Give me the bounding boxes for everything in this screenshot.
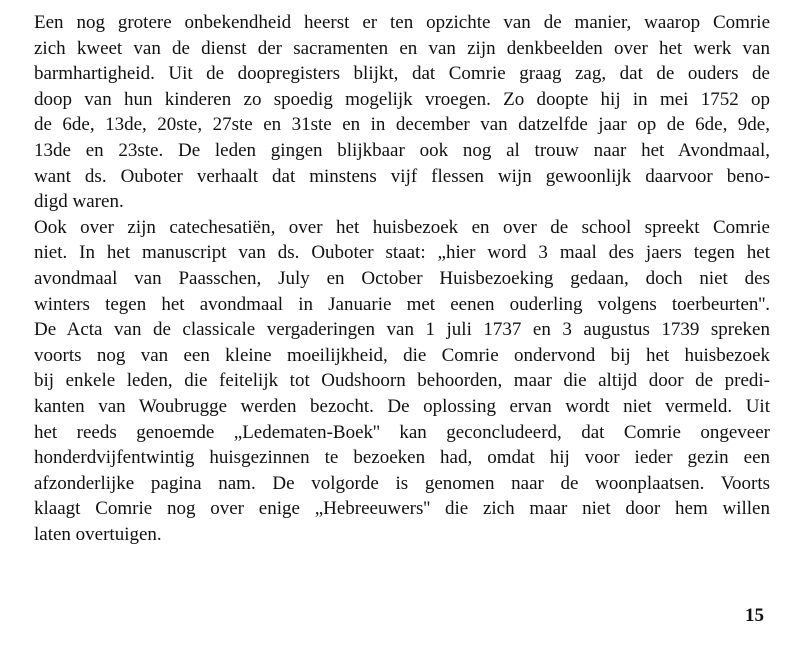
- text-line: het reeds genoemde „Ledematen-Boek'' kan geconcludeerd, dat Comrie ongeveer: [34, 421, 770, 443]
- text-line: zich kweet van de dienst der sacramenten en van zijn denkbeelden over het werk van: [34, 37, 770, 59]
- text-line: barmhartigheid. Uit de doopregisters blijkt, dat Comrie graag zag, dat de ouders de: [34, 63, 770, 85]
- text-line: bij enkele leden, die feitelijk tot Oudshoorn behoorden, maar die altijd door de predi-: [34, 370, 770, 392]
- text-line: Een nog grotere onbekendheid heerst er ten opzichte van de manier, waarop Comrie: [34, 12, 770, 33]
- text-line: digd waren.: [34, 191, 124, 213]
- text-line: 13de en 23ste. De leden gingen blijkbaar ook nog al trouw naar het Avondmaal,: [34, 139, 770, 161]
- text-line: avondmaal van Paasschen, July en October Huisbezoeking gedaan, doch niet des: [34, 267, 770, 289]
- text-line: winters tegen het avondmaal in Januarie met eenen ouderling volgens toerbeurten''.: [34, 293, 770, 315]
- paragraph-catechesis: [34, 215, 770, 548]
- text-line: De Acta van de classicale vergaderingen van 1 juli 1737 en 3 augustus 1739 spreken: [34, 319, 770, 341]
- text-line: kanten van Woubrugge werden bezocht. De oplossing ervan wordt niet vermeld. Uit: [34, 395, 770, 417]
- paragraph-sacraments: [34, 10, 770, 215]
- document-page: [34, 10, 770, 650]
- page-number: 15: [745, 605, 764, 626]
- text-line: laten overtuigen.: [34, 523, 162, 545]
- text-line: doop van hun kinderen zo spoedig mogelijk vroegen. Zo doopte hij in mei 1752 op: [34, 88, 770, 110]
- text-line: klaagt Comrie nog over enige „Hebreeuwers'' die zich maar niet door hem willen: [34, 498, 770, 520]
- text-line: Ook over zijn catechesatiën, over het huisbezoek en over de school spreekt Comrie: [34, 216, 770, 238]
- text-line: honderdvijfentwintig huisgezinnen te bezoeken had, omdat hij voor ieder gezin een: [34, 447, 770, 469]
- text-line: afzonderlijke pagina nam. De volgorde is genomen naar de woonplaatsen. Voorts: [34, 472, 770, 494]
- text-line: niet. In het manuscript van ds. Ouboter staat: „hier word 3 maal des jaers tegen het: [34, 242, 770, 264]
- text-line: de 6de, 13de, 20ste, 27ste en 31ste en in december van datzelfde jaar op de 6de, 9de,: [34, 114, 770, 136]
- text-line: want ds. Ouboter verhaalt dat minstens vijf flessen wijn gewoonlijk daarvoor beno-: [34, 165, 770, 187]
- text-line: voorts nog van een kleine moeilijkheid, die Comrie ondervond bij het huisbezoek: [34, 344, 770, 366]
